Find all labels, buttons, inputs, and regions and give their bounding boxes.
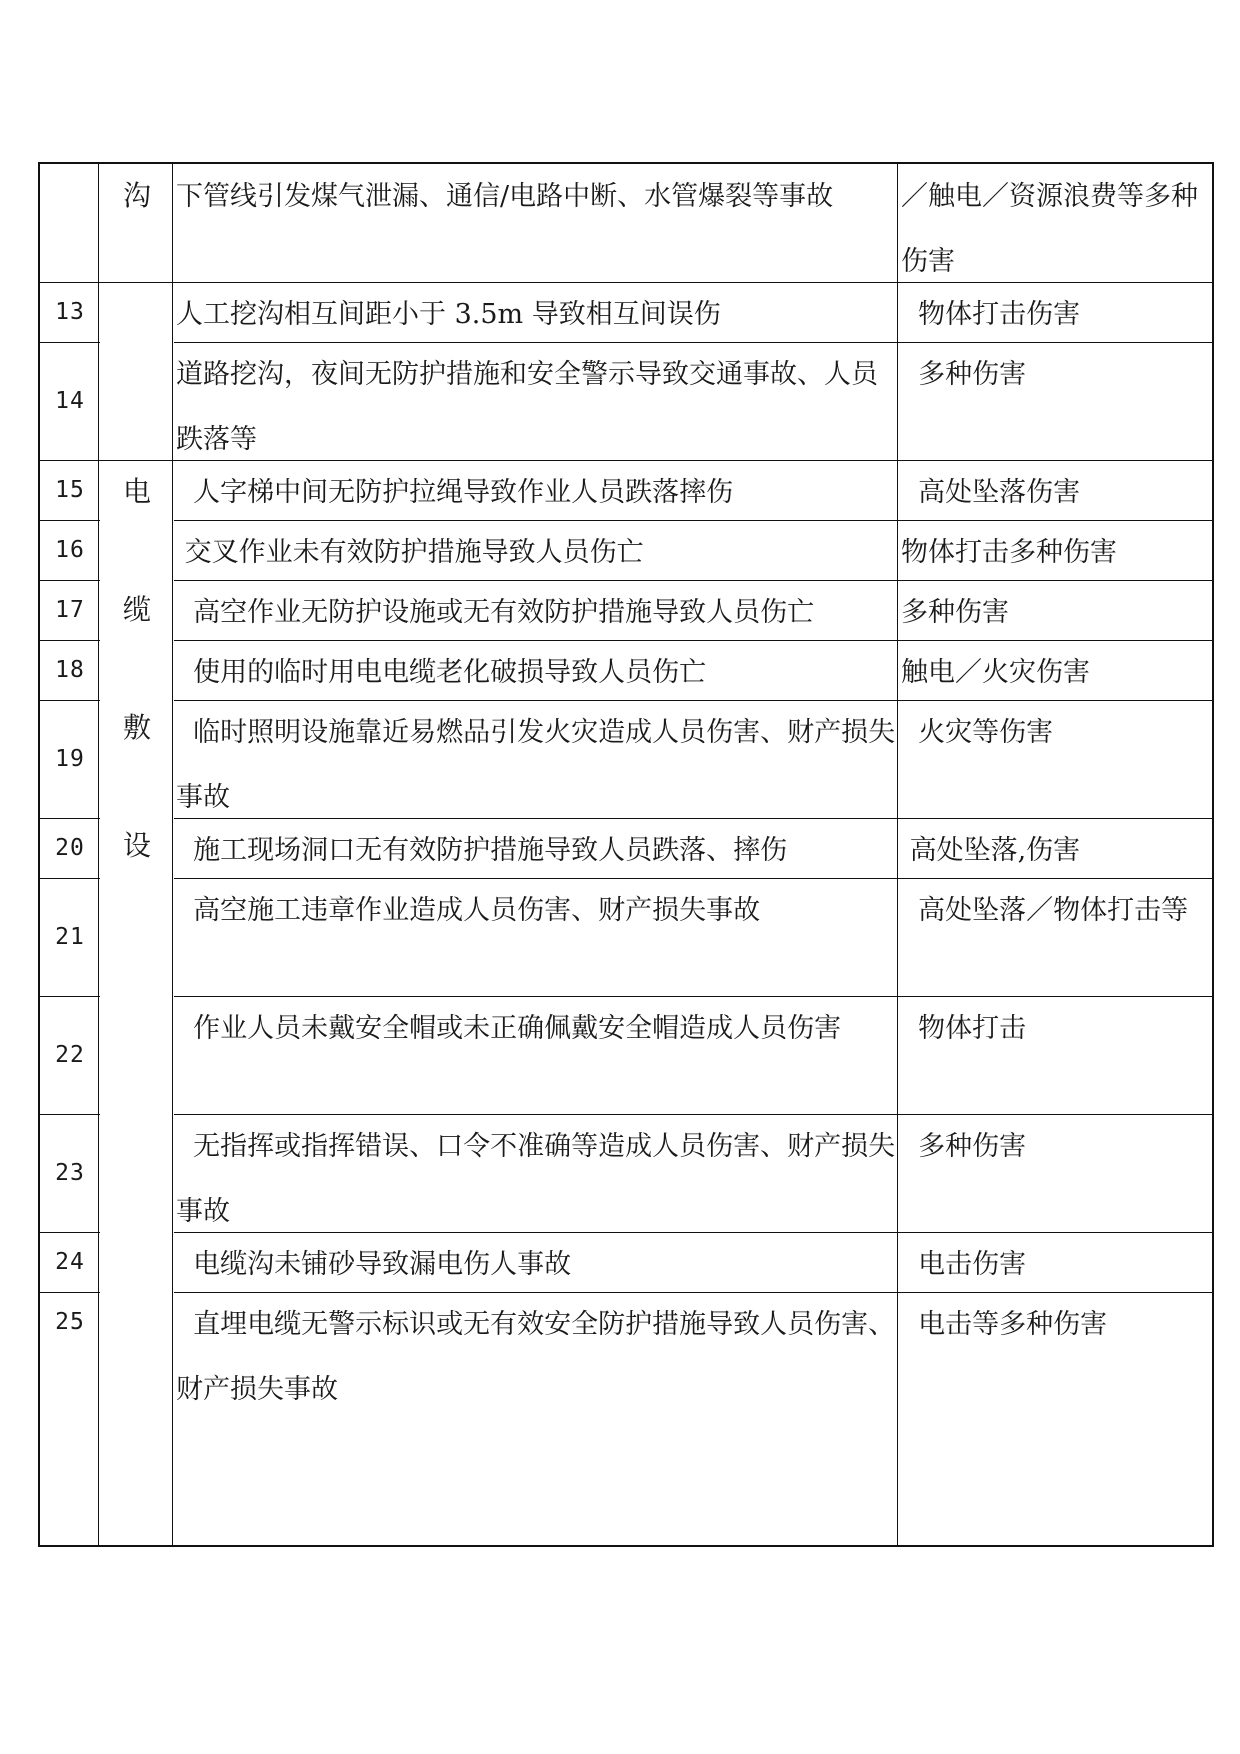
harm-type: 物体打击伤害 [901, 299, 1081, 330]
row-number: 20 [55, 835, 85, 861]
row-number: 24 [55, 1249, 85, 1275]
row-number: 21 [55, 924, 85, 950]
hazard-description: 使用的临时用电电缆老化破损导致人员伤亡 [176, 657, 707, 688]
hazard-description: 电缆沟未铺砂导致漏电伤人事故 [176, 1249, 572, 1280]
row-number: 17 [55, 597, 85, 623]
harm-type: 多种伤害 [901, 1131, 1027, 1162]
hazard-description: 作业人员未戴安全帽或未正确佩戴安全帽造成人员伤害 [176, 1013, 842, 1044]
row-number: 18 [55, 657, 85, 683]
row-number: 14 [55, 388, 85, 414]
harm-type: 电击伤害 [901, 1249, 1027, 1280]
row-number: 13 [55, 299, 85, 325]
harm-type: 电击等多种伤害 [901, 1309, 1108, 1340]
row-number: 23 [55, 1160, 85, 1186]
hazard-description: 直埋电缆无警示标识或无有效安全防护措施导致人员伤害、财产损失事故 [176, 1309, 896, 1405]
harm-type: 触电／火灾伤害 [901, 657, 1090, 688]
hazard-description: 高空作业无防护设施或无有效防护措施导致人员伤亡 [176, 597, 815, 628]
category-char: 沟 [122, 179, 151, 212]
harm-type: 高处坠落／物体打击等 [901, 895, 1189, 926]
harm-type: 多种伤害 [901, 359, 1027, 390]
hazard-description: 人字梯中间无防护拉绳导致作业人员跌落摔伤 [176, 477, 734, 508]
hazard-description: 临时照明设施靠近易燃品引发火灾造成人员伤害、财产损失事故 [176, 717, 896, 813]
row-number [40, 164, 100, 282]
category-char: 电 [122, 475, 151, 508]
row-number: 19 [55, 746, 85, 772]
harm-type: ／触电／资源浪费等多种伤害 [901, 181, 1198, 277]
hazard-description: 道路挖沟，夜间无防护措施和安全警示导致交通事故、人员跌落等 [176, 359, 878, 455]
row-number: 16 [55, 537, 85, 563]
row-number: 22 [55, 1042, 85, 1068]
hazard-description: 无指挥或指挥错误、口令不准确等造成人员伤害、财产损失事故 [176, 1131, 896, 1227]
harm-type: 物体打击 [901, 1013, 1027, 1044]
hazard-description: 高空施工违章作业造成人员伤害、财产损失事故 [176, 895, 761, 926]
row-number: 15 [55, 477, 85, 503]
hazard-description: 下管线引发煤气泄漏、通信/电路中断、水管爆裂等事故 [176, 181, 834, 212]
category-char: 缆 [122, 593, 151, 626]
harm-type: 火灾等伤害 [901, 717, 1054, 748]
row-number: 25 [55, 1309, 85, 1335]
hazard-description: 交叉作业未有效防护措施导致人员伤亡 [176, 537, 644, 568]
harm-type: 高处坠落,伤害 [901, 835, 1081, 866]
hazard-description: 人工挖沟相互间距小于 3.5m 导致相互间误伤 [176, 299, 721, 330]
category-char: 敷 [122, 711, 151, 744]
hazard-table [38, 162, 1214, 1547]
harm-type: 多种伤害 [901, 597, 1009, 628]
col-divider-harm [897, 164, 898, 1545]
harm-type: 高处坠落伤害 [901, 477, 1081, 508]
category-char: 设 [122, 829, 151, 862]
harm-type: 物体打击多种伤害 [901, 537, 1117, 568]
hazard-description: 施工现场洞口无有效防护措施导致人员跌落、摔伤 [176, 835, 788, 866]
